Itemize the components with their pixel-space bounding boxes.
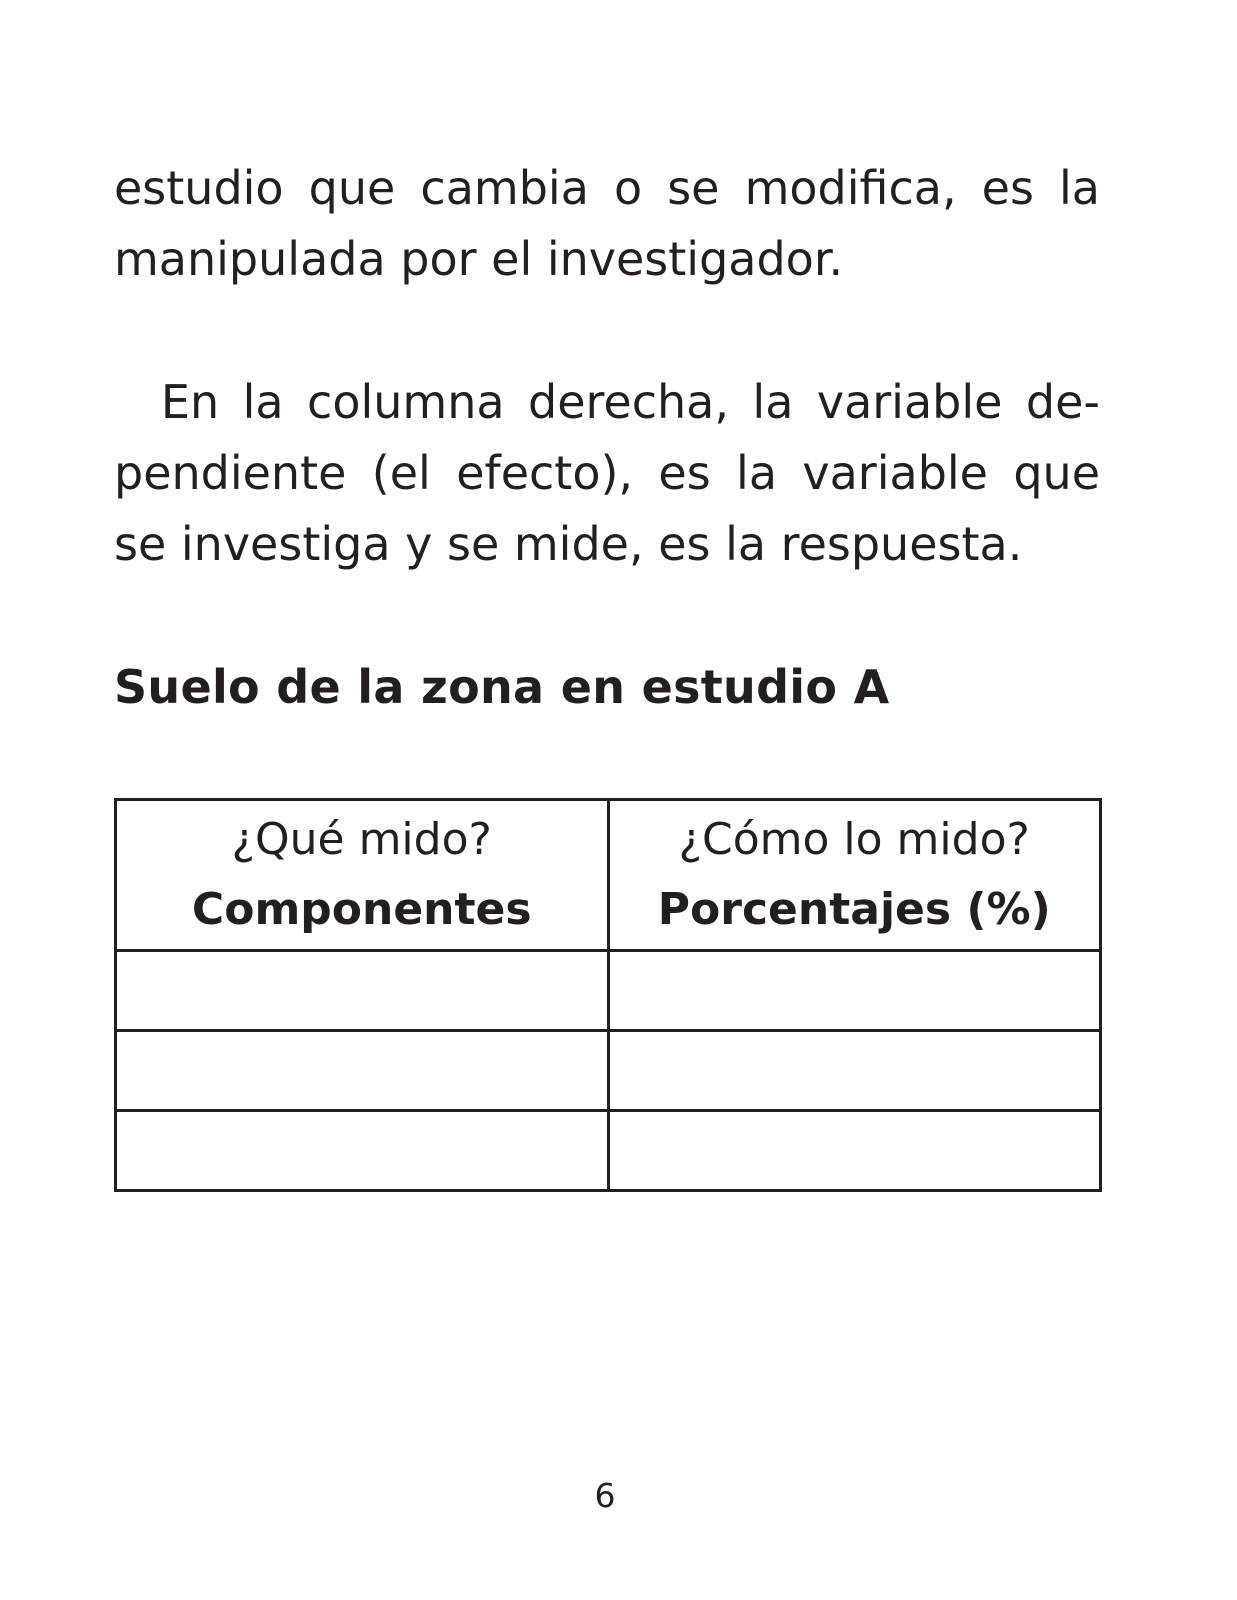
section-heading: Suelo de la zona en estudio A: [114, 660, 890, 714]
column-question: ¿Qué mido?: [231, 814, 492, 865]
table-header-cell-percentages: [608, 800, 1101, 951]
soil-components-table: [114, 798, 1102, 1192]
table-row: [116, 1031, 1101, 1111]
text-line: manipulada por el investigador.: [114, 232, 844, 286]
paragraph-continuation: [114, 153, 1100, 295]
table-header-cell-components: [116, 800, 609, 951]
text-line: estudio que cambia o se modifica, es la: [114, 161, 1100, 215]
table-cell-blank[interactable]: [116, 1031, 609, 1111]
table-cell-blank[interactable]: [608, 951, 1101, 1031]
column-question: ¿Cómo lo mido?: [678, 814, 1030, 865]
table-cell-blank[interactable]: [116, 951, 609, 1031]
column-title: Componentes: [191, 884, 532, 935]
table-row: [116, 1111, 1101, 1191]
text-line: se investiga y se mide, es la respuesta.: [114, 517, 1023, 571]
column-title: Porcentajes (%): [657, 884, 1051, 935]
table-row: [116, 951, 1101, 1031]
table-cell-blank[interactable]: [608, 1111, 1101, 1191]
page-number: 6: [594, 1476, 616, 1515]
text-line: En la columna derecha, la variable de-: [114, 375, 1100, 429]
table-header-row: [116, 800, 1101, 951]
table-cell-blank[interactable]: [116, 1111, 609, 1191]
text-line: pendiente (el efecto), es la variable que: [114, 446, 1100, 500]
table-cell-blank[interactable]: [608, 1031, 1101, 1111]
paragraph-dependent-variable: [114, 367, 1100, 580]
